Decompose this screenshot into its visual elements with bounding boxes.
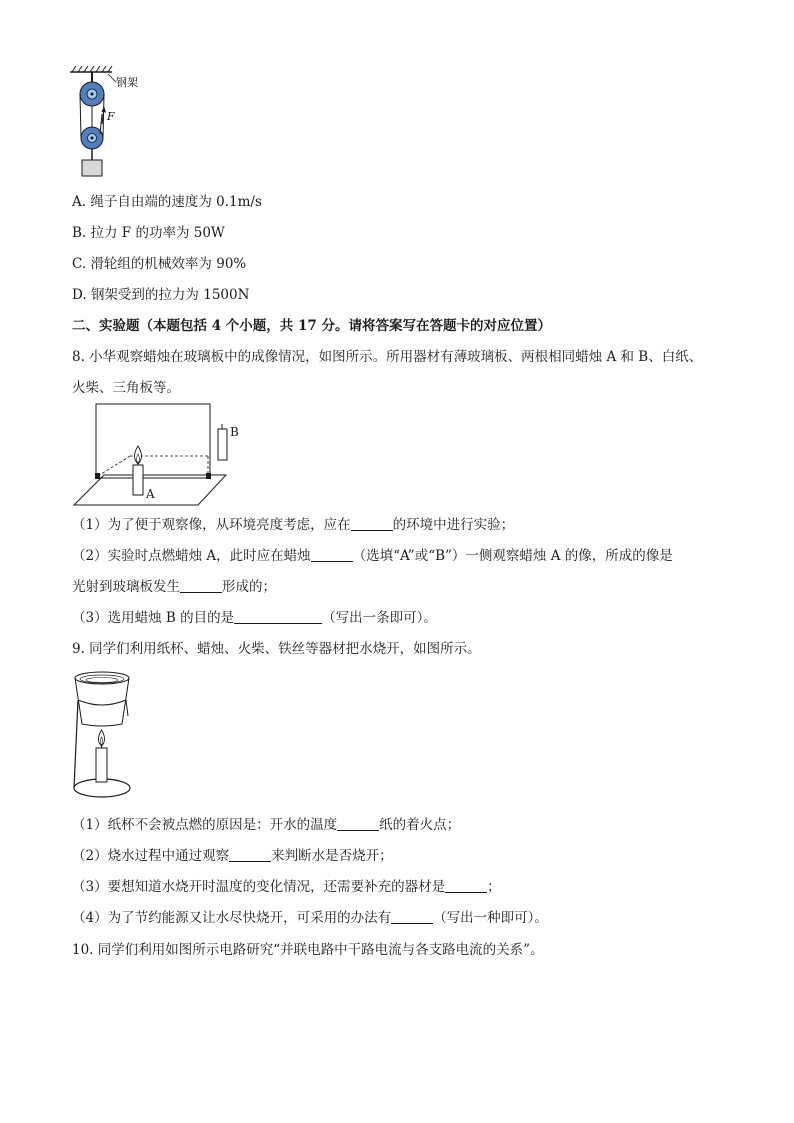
pulley-figure <box>64 64 174 184</box>
answer-blank[interactable] <box>229 847 271 862</box>
option-a: A. 绳子自由端的速度为 0.1m/s <box>72 194 262 210</box>
q8-part2-cont: 光射到玻璃板发生 形成的； <box>72 579 276 595</box>
answer-blank[interactable] <box>337 816 379 831</box>
section-heading: 二、实验题（本题包括 4 个小题，共 17 分。请将答案写在答题卡的对应位置） <box>72 318 551 334</box>
answer-blank[interactable] <box>445 878 487 893</box>
q9-part4: （4）为了节约能源又让水尽快烧开，可采用的办法有 （写出一种即可）。 <box>72 910 548 926</box>
q8-stem-line1: 8. 小华观察蜡烛在玻璃板中的成像情况，如图所示。所用器材有薄玻璃板、两根相同蜡烛 A 和 B、白纸、 <box>72 349 703 365</box>
q8-stem-line2: 火柴、三角板等。 <box>72 380 180 396</box>
q10-stem: 10. 同学们利用如图所示电路研究“并联电路中干路电流与各支路电流的关系”。 <box>72 942 544 958</box>
q8-part2: （2）实验时点燃蜡烛 A，此时应在蜡烛 （选填“A”或“B”）一侧观察蜡烛 A 的像，所成的像是 <box>72 548 673 564</box>
frame-label: 钢架 <box>116 76 138 89</box>
option-b: B. 拉力 F 的功率为 50W <box>72 225 225 241</box>
mirror-experiment-figure <box>70 402 250 512</box>
option-d: D. 钢架受到的拉力为 1500N <box>72 287 250 303</box>
answer-blank[interactable] <box>351 516 393 531</box>
candle-a-label: A <box>146 487 155 501</box>
paper-cup-figure <box>70 668 140 804</box>
q8-part1: （1）为了便于观察像，从环境亮度考虑，应在 的环境中进行实验； <box>72 517 515 533</box>
q9-part1: （1）纸杯不会被点燃的原因是：开水的温度 纸的着火点； <box>72 817 461 833</box>
option-c: C. 滑轮组的机械效率为 90% <box>72 256 247 272</box>
force-label: F <box>107 110 115 123</box>
candle-b-label: B <box>230 425 239 439</box>
answer-blank[interactable] <box>311 547 353 562</box>
answer-blank[interactable] <box>234 609 322 624</box>
q8-part3: （3）选用蜡烛 B 的目的是 （写出一条即可）。 <box>72 610 437 626</box>
q9-part3: （3）要想知道水烧开时温度的变化情况，还需要补充的器材是 ； <box>72 879 501 895</box>
q9-stem: 9. 同学们利用纸杯、蜡烛、火柴、铁丝等器材把水烧开，如图所示。 <box>72 641 481 657</box>
answer-blank[interactable] <box>180 578 222 593</box>
q9-part2: （2）烧水过程中通过观察 来判断水是否烧开； <box>72 848 393 864</box>
answer-blank[interactable] <box>391 909 433 924</box>
